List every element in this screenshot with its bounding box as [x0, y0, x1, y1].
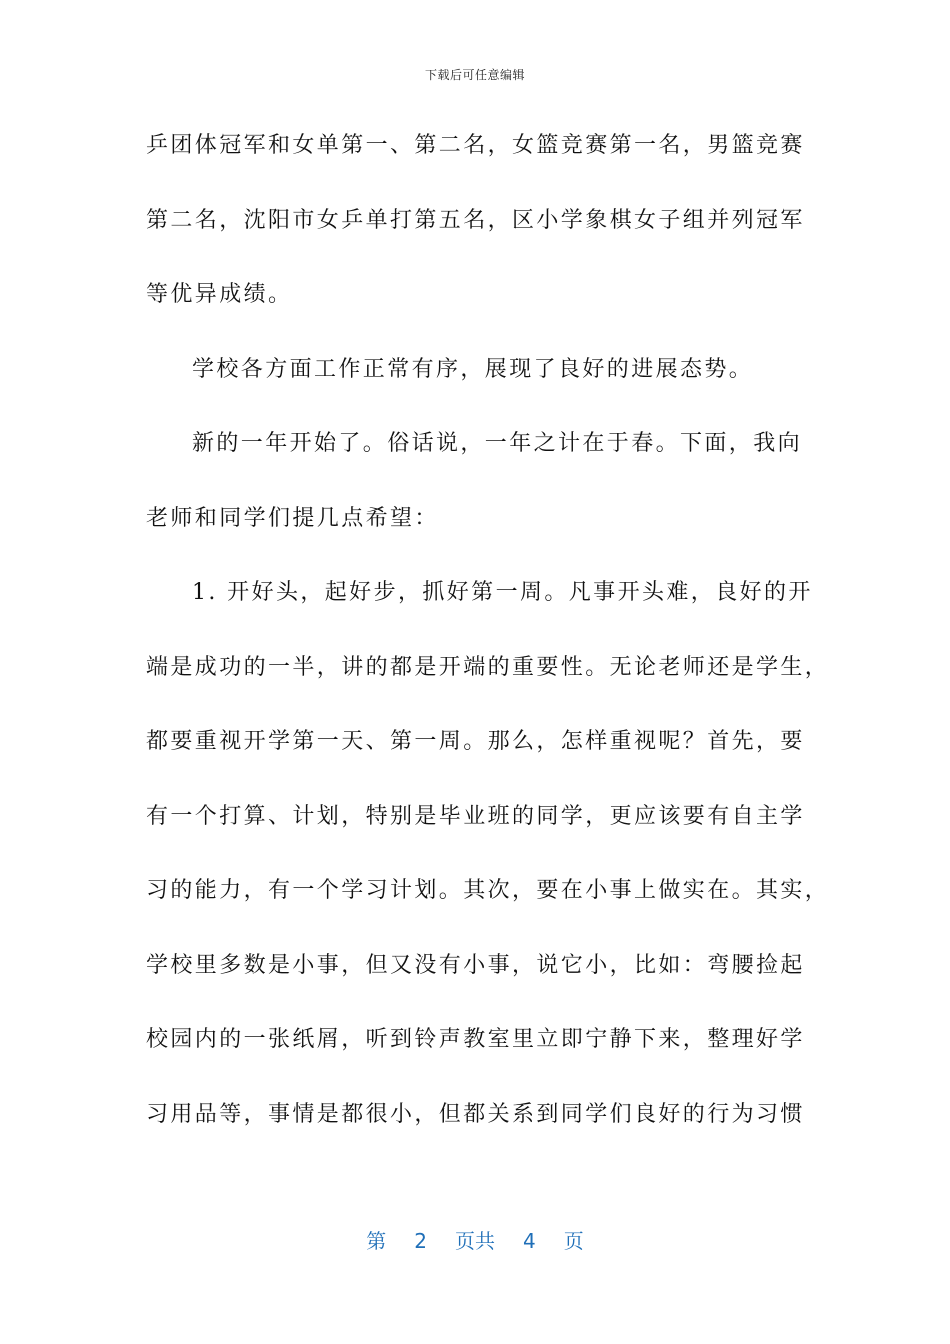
text-line: 老师和同学们提几点希望： — [146, 505, 439, 531]
text-line: 习用品等，事情是都很小，但都关系到同学们良好的行为习惯 — [146, 1101, 805, 1127]
text-line: 等优异成绩。 — [146, 282, 293, 307]
document-body — [146, 120, 830, 1163]
text-line: 端是成功的一半，讲的都是开端的重要性。无论老师还是学生， — [146, 654, 830, 680]
text-line: 学校里多数是小事，但又没有小事，说它小，比如：弯腰捡起 — [146, 952, 805, 978]
text-line: 新的一年开始了。俗话说，一年之计在于春。下面，我向 — [192, 431, 803, 456]
text-line: 1. 开好头，起好步，抓好第一周。凡事开头难，良好的开 — [192, 580, 813, 605]
footer-prefix: 第 — [366, 1229, 387, 1253]
text-line: 学校各方面工作正常有序，展现了良好的进展态势。 — [192, 356, 754, 382]
text-line: 校园内的一张纸屑，听到铃声教室里立即宁静下来，整理好学 — [146, 1027, 805, 1052]
current-page-number: 2 — [414, 1229, 427, 1253]
text-line: 都要重视开学第一天、第一周。那么，怎样重视呢？首先，要 — [146, 729, 805, 754]
text-line: 乒团体冠军和女单第一、第二名，女篮竞赛第一名，男篮竞赛 — [146, 133, 805, 158]
text-line: 第二名，沈阳市女乒单打第五名，区小学象棋女子组并列冠军 — [146, 207, 805, 233]
text-line: 有一个打算、计划，特别是毕业班的同学，更应该要有自主学 — [146, 803, 805, 829]
page-footer — [0, 1225, 950, 1254]
page-header: 下载后可任意编辑 — [424, 68, 525, 82]
total-page-number: 4 — [523, 1229, 536, 1253]
text-line: 习的能力，有一个学习计划。其次，要在小事上做实在。其实， — [146, 878, 830, 903]
footer-suffix: 页 — [563, 1229, 584, 1253]
footer-middle: 页共 — [455, 1229, 495, 1253]
